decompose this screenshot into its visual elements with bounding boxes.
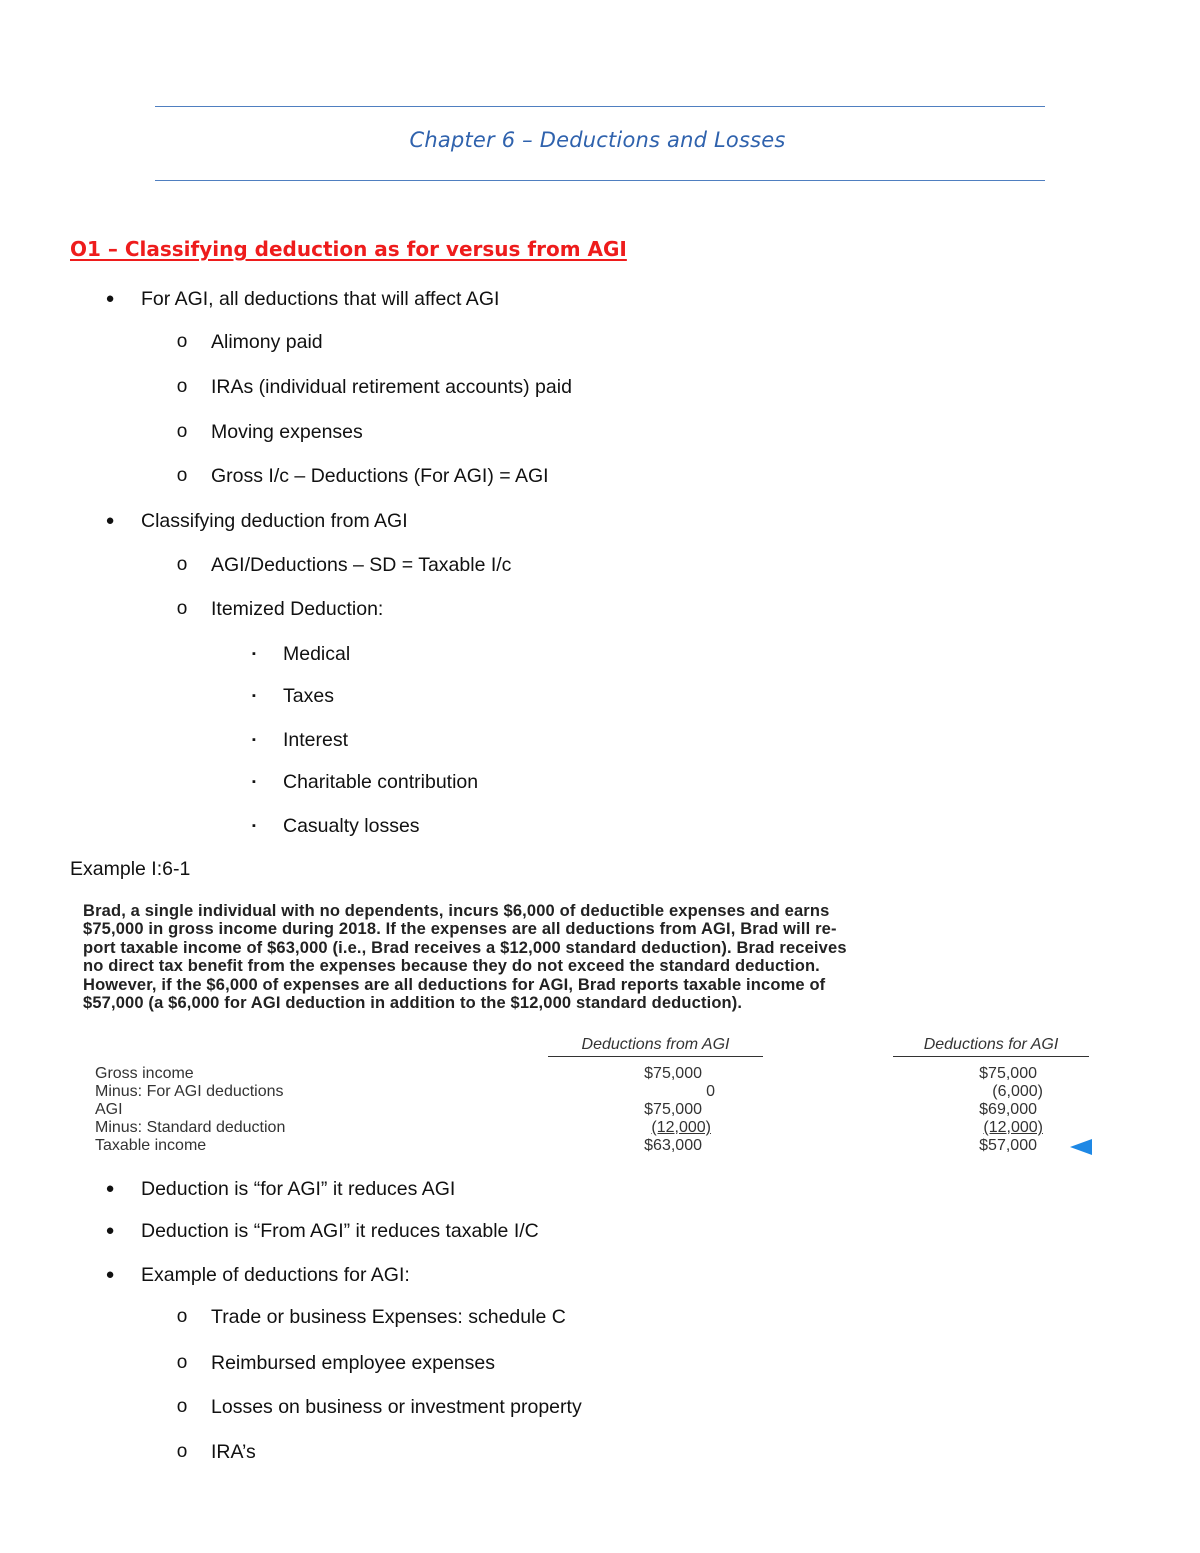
column-header-for-agi: Deductions for AGI [893, 1036, 1089, 1057]
chapter-title: Chapter 6 – Deductions and Losses [409, 128, 786, 152]
cell-for-agi-standard-deduction: (12,000) [983, 1119, 1043, 1136]
example-paragraph-line: Brad, a single individual with no dependents, incurs $6,000 of deductible expenses and earns [83, 902, 830, 920]
row-label-for-agi-deductions: Minus: For AGI deductions [95, 1083, 284, 1100]
bullet-square-icon: ▪ [252, 776, 256, 788]
example-paragraph-line: However, if the $6,000 of expenses are all deductions for AGI, Brad reports taxable income of [83, 975, 826, 994]
row-label-standard-deduction: Minus: Standard deduction [95, 1119, 286, 1136]
cell-from-agi-agi: $75,000 [644, 1101, 702, 1118]
header-rule-top [155, 106, 1045, 107]
bullet-disc-icon: ● [105, 512, 115, 529]
left-triangle-arrow-icon [1070, 1139, 1092, 1155]
example-paragraph-line: port taxable income of $63,000 (i.e., Brad receives a $12,000 standard deduction). Brad receives [83, 938, 847, 957]
column-header-from-agi: Deductions from AGI [548, 1036, 763, 1057]
header-rule-bottom [155, 180, 1045, 181]
bullet-circle-icon: o [176, 554, 188, 575]
row-label-gross-income: Gross income [95, 1065, 194, 1082]
cell-for-agi-taxable-income: $57,000 [979, 1137, 1037, 1154]
cell-from-agi-for-agi-deductions: 0 [706, 1083, 715, 1100]
bullet-disc-icon: ● [105, 1222, 115, 1239]
bullet-circle-icon: o [176, 331, 188, 352]
section-heading: O1 – Classifying deduction as for versus from AGI [70, 237, 627, 261]
bullet-circle-icon: o [176, 465, 188, 486]
bullet-disc-icon: ● [105, 1266, 115, 1283]
example-paragraph-line: $57,000 (a $6,000 for AGI deduction in addition to the $12,000 standard deduction). [83, 993, 743, 1012]
cell-from-agi-standard-deduction: (12,000) [651, 1119, 711, 1136]
bullet-circle-icon: o [176, 598, 188, 619]
example-paragraph-line: no direct tax benefit from the expenses because they do not exceed the standard deduction. [83, 957, 820, 976]
bullet-square-icon: ▪ [252, 690, 256, 702]
bullet-circle-icon: o [176, 1396, 188, 1417]
row-label-agi: AGI [95, 1101, 123, 1118]
example-label: Example I:6-1 [70, 858, 191, 880]
cell-for-agi-gross-income: $75,000 [979, 1065, 1037, 1082]
bullet-square-icon: ▪ [252, 734, 256, 746]
cell-from-agi-gross-income: $75,000 [644, 1065, 702, 1082]
cell-for-agi-for-agi-deductions: (6,000) [992, 1083, 1043, 1100]
row-label-taxable-income: Taxable income [95, 1137, 207, 1154]
bullet-square-icon: ▪ [252, 648, 256, 660]
cell-from-agi-taxable-income: $63,000 [644, 1137, 702, 1154]
bullet-circle-icon: o [176, 1306, 188, 1327]
bullet-circle-icon: o [176, 376, 188, 397]
example-paragraph-line: $75,000 in gross income during 2018. If the expenses are all deductions from AGI, Brad will re- [83, 920, 837, 939]
bullet-disc-icon: ● [105, 1180, 115, 1197]
bullet-disc-icon: ● [105, 290, 115, 307]
bullet-circle-icon: o [176, 1352, 188, 1373]
bullet-circle-icon: o [176, 1441, 188, 1462]
example-excerpt [0, 896, 1200, 1166]
bullet-square-icon: ▪ [252, 820, 256, 832]
bullet-circle-icon: o [176, 421, 188, 442]
cell-for-agi-agi: $69,000 [979, 1101, 1037, 1118]
example-paragraph [83, 902, 1095, 1012]
